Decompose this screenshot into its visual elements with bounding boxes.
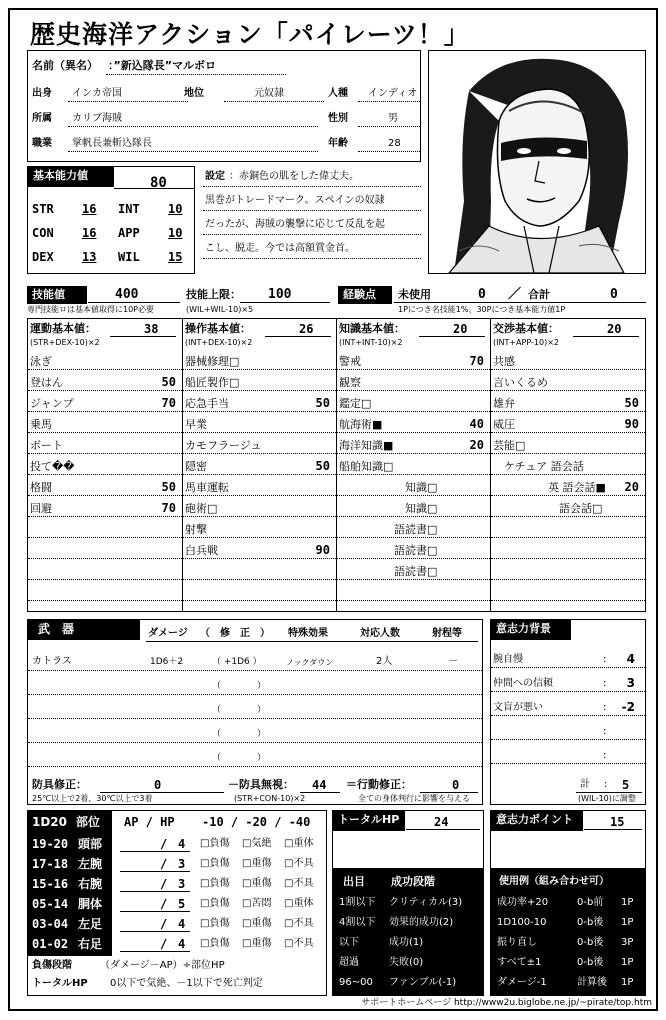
stat-value[interactable]: 10 bbox=[168, 226, 183, 240]
will-points-value[interactable]: 15 bbox=[610, 815, 625, 829]
base-stats-total: 80 bbox=[150, 175, 167, 191]
success-roll: 超過 bbox=[339, 957, 359, 968]
skill-row[interactable]: 器械修理□ bbox=[183, 350, 336, 370]
skill-column-motion bbox=[28, 319, 182, 611]
skill-cap-label: 技能上限： bbox=[186, 288, 241, 301]
skill-row[interactable]: 芸能□ bbox=[491, 434, 645, 454]
skill-row[interactable]: 雄弁 50 bbox=[491, 392, 645, 412]
skill-row[interactable]: カモフラージュ bbox=[183, 434, 336, 454]
skill-column-formula: (INT+INT-10)×2 bbox=[339, 338, 403, 347]
skill-row[interactable]: 船舶知識□ bbox=[337, 455, 490, 475]
exp-note: 1Pにつき名技能1%、30Pにつき基本能力値1P bbox=[398, 305, 566, 314]
status-value[interactable]: 元奴隷 bbox=[254, 88, 284, 99]
skill-row[interactable] bbox=[337, 581, 490, 601]
skill-column-base[interactable]: 20 bbox=[453, 322, 468, 336]
skill-row[interactable]: 知識□ bbox=[337, 497, 490, 517]
skill-column-base[interactable]: 20 bbox=[607, 322, 622, 336]
setting-line: こし、脱走。今では高額賞金首。 bbox=[205, 243, 355, 254]
armor-ignore-note: (STR+CON-10)×2 bbox=[234, 794, 306, 803]
stat-value[interactable]: 16 bbox=[82, 226, 97, 240]
race-label: 人種 bbox=[328, 88, 348, 99]
skill-column-formula: (INT+DEX-10)×2 bbox=[185, 338, 253, 347]
skill-row[interactable] bbox=[28, 518, 182, 538]
weapons-header-effect: 特殊効果 bbox=[288, 628, 328, 639]
action-mod-value[interactable]: 0 bbox=[452, 778, 460, 792]
will-bg-row[interactable]: 文盲が悪い : -2 bbox=[491, 696, 645, 716]
hit-row[interactable]: 03-04 左足 / 4 □負傷 □重傷 □不具 bbox=[32, 917, 314, 931]
support-url-footer[interactable]: サポートホームページ http://www2u.biglobe.ne.jp/~pirate/top.htm bbox=[361, 998, 652, 1008]
weapon-row[interactable]: （ ） bbox=[28, 722, 482, 743]
stat-value[interactable]: 16 bbox=[82, 202, 97, 216]
skill-row[interactable]: 泳ぎ bbox=[28, 350, 182, 370]
age-value[interactable]: 28 bbox=[388, 138, 401, 149]
origin-value[interactable]: インカ帝国 bbox=[72, 88, 122, 99]
skill-row[interactable] bbox=[491, 518, 645, 538]
skill-row[interactable]: 砲術□ bbox=[183, 497, 336, 517]
success-roll: 1割以下 bbox=[339, 897, 376, 908]
skill-row[interactable]: 回避 70 bbox=[28, 497, 182, 517]
skill-row[interactable]: 英 語会話■ 20 bbox=[491, 476, 645, 496]
race-value[interactable]: インディオ bbox=[368, 88, 418, 99]
weapon-row[interactable]: （ ） bbox=[28, 698, 482, 719]
will-usage-timing: 計算後 bbox=[577, 977, 607, 988]
defense-mod-label: 防具修正： bbox=[32, 778, 87, 791]
success-roll: 以下 bbox=[339, 937, 359, 948]
skill-row[interactable]: 警戒 70 bbox=[337, 350, 490, 370]
skill-column-base[interactable]: 38 bbox=[144, 322, 159, 336]
total-hp-value[interactable]: 24 bbox=[434, 815, 449, 829]
hit-header-levels: -10 / -20 / -40 bbox=[202, 815, 311, 829]
will-usage-timing: 0-b前 bbox=[577, 897, 604, 908]
skill-row[interactable]: 語読書□ bbox=[337, 539, 490, 559]
stat-key: INT bbox=[118, 202, 140, 216]
skill-row[interactable]: 早業 bbox=[183, 413, 336, 433]
will-bg-row[interactable]: : bbox=[491, 744, 645, 764]
skill-row[interactable]: ケチュア 語会話 bbox=[491, 455, 645, 475]
skill-row[interactable] bbox=[28, 539, 182, 559]
success-table bbox=[333, 868, 483, 995]
skill-row[interactable] bbox=[183, 581, 336, 601]
hit-header-part: 部位 bbox=[76, 815, 101, 829]
name-value[interactable]: ：”新込隊長”マルボロ bbox=[108, 59, 216, 72]
skill-column-title: 運動基本値： bbox=[30, 322, 96, 335]
skill-column-operation bbox=[183, 319, 336, 611]
success-roll: 4割以下 bbox=[339, 917, 376, 928]
success-level: クリティカル(3) bbox=[389, 897, 463, 908]
stat-key: STR bbox=[32, 202, 54, 216]
skill-column-formula: (INT+APP-10)×2 bbox=[493, 338, 559, 347]
skill-row[interactable]: 船匠製作□ bbox=[183, 371, 336, 391]
skill-column-base[interactable]: 26 bbox=[299, 322, 314, 336]
weapon-row[interactable]: （ ） bbox=[28, 746, 482, 767]
will-bg-row[interactable]: 腕自慢 : 4 bbox=[491, 648, 645, 668]
hit-row[interactable]: 17-18 左腕 / 3 □負傷 □重傷 □不具 bbox=[32, 857, 314, 871]
skill-row[interactable] bbox=[28, 560, 182, 580]
skill-column-knowledge bbox=[337, 319, 490, 611]
character-portrait bbox=[429, 51, 645, 273]
skill-row[interactable]: 馬車運転 bbox=[183, 476, 336, 496]
job-label: 職業 bbox=[32, 138, 52, 149]
success-level: 効果的成功(2) bbox=[389, 917, 454, 928]
will-background-title: 意志力背景 bbox=[491, 620, 571, 640]
skill-row[interactable] bbox=[28, 581, 182, 601]
damage-rule-text: （ダメージ－AP）÷部位HP bbox=[100, 960, 225, 971]
setting-line: ：赤銅色の肌をした偉丈夫。 bbox=[229, 171, 359, 182]
skill-row[interactable]: 威圧 90 bbox=[491, 413, 645, 433]
skill-row[interactable] bbox=[491, 581, 645, 601]
skill-row[interactable]: 応急手当 50 bbox=[183, 392, 336, 412]
skill-row[interactable]: 観察 bbox=[337, 371, 490, 391]
damage-rule-label: 負傷段階 bbox=[32, 960, 72, 971]
will-usage-table bbox=[491, 868, 645, 995]
skill-column-formula: (STR+DEX-10)×2 bbox=[30, 338, 100, 347]
skill-row[interactable]: 知識□ bbox=[337, 476, 490, 496]
exp-unused-label: 未使用 bbox=[398, 288, 431, 301]
will-bg-total-value[interactable]: 5 bbox=[622, 778, 630, 792]
total-rule-text: 0以下で気絶、－1以下で死亡判定 bbox=[110, 978, 263, 989]
will-bg-row[interactable]: : bbox=[491, 720, 645, 740]
skill-row[interactable]: 格闘 50 bbox=[28, 476, 182, 496]
skill-row[interactable]: 言いくるめ bbox=[491, 371, 645, 391]
defense-mod-value[interactable]: 0 bbox=[154, 778, 162, 792]
profile-box bbox=[27, 50, 421, 162]
will-bg-total-label: 計 bbox=[580, 779, 590, 790]
skill-row[interactable]: 登はん 50 bbox=[28, 371, 182, 391]
weapon-row[interactable]: カトラス 1D6＋2 （ +1D6 ） ノックダウン 2人 － bbox=[28, 650, 482, 671]
origin-label: 出身 bbox=[32, 88, 52, 99]
stat-value[interactable]: 10 bbox=[168, 202, 183, 216]
armor-ignore-label: －防具無視： bbox=[228, 778, 294, 791]
stat-key: CON bbox=[32, 226, 54, 240]
will-usage-cost: 3P bbox=[621, 937, 634, 948]
setting-line: だったが、海賊の襲撃に応じて反乱を起 bbox=[205, 219, 385, 230]
exp-label: 経験点 bbox=[338, 286, 392, 304]
skill-row[interactable]: 共感 bbox=[491, 350, 645, 370]
skill-row[interactable]: 航海術■ 40 bbox=[337, 413, 490, 433]
skill-row[interactable] bbox=[491, 560, 645, 580]
age-label: 年齢 bbox=[328, 138, 348, 149]
success-level: 失敗(0) bbox=[389, 957, 424, 968]
will-usage-item: ダメージ-1 bbox=[497, 977, 547, 988]
skill-row[interactable]: 投て�� bbox=[28, 455, 182, 475]
skill-column-title: 知識基本値： bbox=[339, 322, 405, 335]
will-bg-total-note: (WIL-10)に調整 bbox=[578, 794, 636, 803]
skill-row[interactable]: 海洋知識■ 20 bbox=[337, 434, 490, 454]
skill-row[interactable] bbox=[491, 539, 645, 559]
will-usage-cost: 1P bbox=[621, 917, 634, 928]
skill-points-value[interactable]: 400 bbox=[115, 287, 139, 302]
skill-row[interactable]: 鑑定□ bbox=[337, 392, 490, 412]
skill-row[interactable]: 語読書□ bbox=[337, 560, 490, 580]
success-header-level: 成功段階 bbox=[391, 875, 435, 888]
will-usage-header: 使用例（組み合わせ可） bbox=[499, 876, 609, 887]
will-usage-cost: 1P bbox=[621, 957, 634, 968]
weapons-header-damage: ダメージ bbox=[148, 628, 188, 639]
stat-key: APP bbox=[118, 226, 140, 240]
skill-points-note: 専門技能ロは基本値取得に10P必要 bbox=[27, 305, 155, 314]
will-usage-item: 成功率+20 bbox=[497, 897, 549, 908]
skill-row[interactable] bbox=[183, 560, 336, 580]
will-usage-cost: 1P bbox=[621, 897, 634, 908]
weapons-header-mod: （ 修 正 ） bbox=[200, 628, 270, 639]
skill-points-label: 技能値 bbox=[27, 286, 87, 304]
sheet-title: 歴史海洋アクション「パイレーツ！」 bbox=[30, 20, 470, 49]
skill-column-title: 交渉基本値： bbox=[493, 322, 559, 335]
base-stats-box bbox=[27, 166, 195, 274]
success-roll: 96~00 bbox=[339, 977, 373, 988]
portrait-frame bbox=[428, 50, 646, 274]
stat-key: WIL bbox=[118, 250, 140, 264]
job-value[interactable]: 掌帆長兼斬込隊長 bbox=[72, 138, 152, 149]
will-usage-item: 振り直し bbox=[497, 937, 537, 948]
name-label: 名前（異名） bbox=[32, 59, 98, 72]
success-level: 成功(1) bbox=[389, 937, 424, 948]
exp-unused-value[interactable]: 0 bbox=[478, 287, 486, 302]
skill-row[interactable]: ボート bbox=[28, 434, 182, 454]
hit-row[interactable]: 01-02 右足 / 4 □負傷 □重傷 □不具 bbox=[32, 937, 314, 951]
weapons-header-range: 射程等 bbox=[432, 628, 462, 639]
will-usage-timing: 0-b後 bbox=[577, 957, 604, 968]
setting-line: 黒巻がトレードマーク。スペインの奴隷 bbox=[205, 195, 385, 206]
skill-row[interactable]: 語読書□ bbox=[337, 518, 490, 538]
skill-row[interactable]: 隠密 50 bbox=[183, 455, 336, 475]
sex-label: 性別 bbox=[328, 113, 348, 124]
skill-row[interactable]: ジャンプ 70 bbox=[28, 392, 182, 412]
skill-column-title: 操作基本値： bbox=[185, 322, 251, 335]
will-usage-item: 1D100-10 bbox=[497, 917, 547, 928]
stat-key: DEX bbox=[32, 250, 54, 264]
sex-value[interactable]: 男 bbox=[388, 113, 398, 124]
skill-row[interactable]: 語会話□ bbox=[491, 497, 645, 517]
total-rule-label: トータルHP bbox=[32, 978, 88, 989]
stat-value[interactable]: 15 bbox=[168, 250, 183, 264]
setting-label: 設定 bbox=[205, 171, 225, 182]
skill-column-negotiation bbox=[491, 319, 645, 611]
weapons-header-count: 対応人数 bbox=[360, 628, 400, 639]
skill-cap-value[interactable]: 100 bbox=[268, 287, 292, 302]
hit-row[interactable]: 19-20 頭部 / 4 □負傷 □気絶 □重体 bbox=[32, 837, 314, 851]
will-bg-row[interactable]: 仲間への信頼 : 3 bbox=[491, 672, 645, 692]
action-mod-label: ＝行動修正： bbox=[346, 778, 412, 791]
will-usage-timing: 0-b後 bbox=[577, 937, 604, 948]
success-level: ファンブル(-1) bbox=[389, 977, 457, 988]
hit-row[interactable]: 05-14 胴体 / 5 □負傷 □苦悶 □重体 bbox=[32, 897, 314, 911]
hit-row[interactable]: 15-16 右腕 / 3 □負傷 □重傷 □不具 bbox=[32, 877, 314, 891]
will-points-label: 意志力ポイント bbox=[491, 811, 583, 831]
defense-mod-note: 25℃以上で2着、30℃以上で3着 bbox=[32, 794, 153, 803]
weapon-row[interactable]: （ ） bbox=[28, 674, 482, 695]
hit-header-aphp: AP / HP bbox=[124, 815, 175, 829]
stat-value[interactable]: 13 bbox=[82, 250, 97, 264]
success-header-roll: 出目 bbox=[343, 875, 365, 888]
exp-total-label: 合計 bbox=[528, 288, 550, 301]
base-stats-title: 基本能力値 bbox=[28, 167, 114, 187]
setting-box bbox=[203, 166, 421, 272]
skill-row[interactable]: 射撃 bbox=[183, 518, 336, 538]
exp-separator: ／ bbox=[508, 287, 522, 302]
armor-ignore-value[interactable]: 44 bbox=[312, 778, 327, 792]
action-mod-note: 全ての身体判行に影響を与える bbox=[358, 794, 470, 803]
will-background-rows bbox=[491, 648, 645, 760]
weapons-title: 武 器 bbox=[28, 620, 140, 640]
exp-total-value[interactable]: 0 bbox=[610, 287, 618, 302]
skill-row[interactable]: 乗馬 bbox=[28, 413, 182, 433]
affil-value[interactable]: カリブ海賊 bbox=[72, 113, 122, 124]
will-usage-cost: 1P bbox=[621, 977, 634, 988]
hit-header-roll: 1D20 bbox=[32, 815, 68, 829]
skill-cap-note: (WIL+WIL-10)×5 bbox=[186, 305, 254, 314]
skill-row[interactable]: 白兵戦 90 bbox=[183, 539, 336, 559]
will-usage-timing: 0-b後 bbox=[577, 917, 604, 928]
status-label: 地位 bbox=[184, 88, 204, 99]
affil-label: 所属 bbox=[32, 113, 52, 124]
total-hp-label: トータルHP bbox=[333, 811, 405, 831]
will-usage-item: すべて±1 bbox=[497, 957, 542, 968]
